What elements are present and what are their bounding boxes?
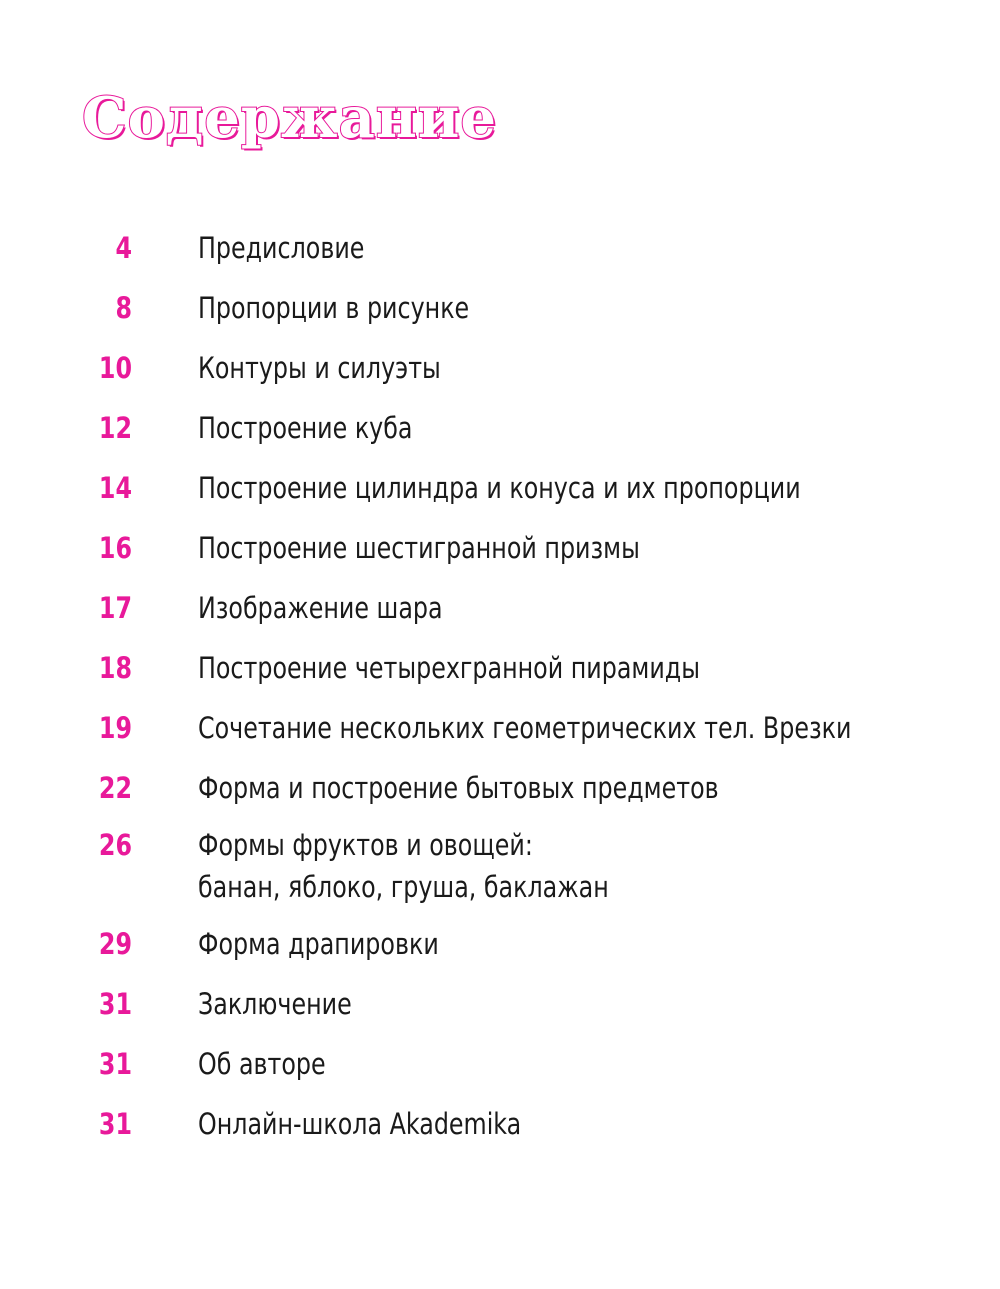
toc-entry[interactable]: [0, 224, 1000, 272]
toc-page-number: 31: [98, 987, 132, 1021]
toc-entry[interactable]: [0, 764, 1000, 812]
toc-entry[interactable]: [0, 404, 1000, 452]
toc-entry-subtitle: банан, яблоко, груша, баклажан: [198, 870, 609, 904]
toc-page-number: 8: [115, 291, 132, 325]
toc-page-number: 31: [98, 1107, 132, 1141]
toc-page-number: 14: [98, 471, 132, 505]
toc-page-number: 16: [98, 531, 132, 565]
toc-entry-title: Построение цилиндра и конуса и их пропорции: [198, 471, 801, 505]
toc-entry-title: Форма и построение бытовых предметов: [198, 771, 719, 805]
toc-entry-title-block: [198, 824, 821, 908]
toc-entry-title: Формы фруктов и овощей:: [198, 828, 533, 862]
page-title: Содержание: [82, 85, 498, 151]
toc-entry-title: Построение шестигранной призмы: [198, 531, 640, 565]
toc-entry-title: Форма драпировки: [198, 927, 439, 961]
toc-entry[interactable]: [0, 464, 1000, 512]
table-of-contents: [0, 224, 1000, 1160]
toc-entry-title: Заключение: [198, 987, 352, 1021]
toc-page-number: 22: [98, 771, 132, 805]
toc-page-number: 12: [98, 411, 132, 445]
toc-entry[interactable]: [0, 980, 1000, 1028]
toc-page-number: 19: [98, 711, 132, 745]
toc-entry[interactable]: [0, 584, 1000, 632]
toc-entry[interactable]: [0, 344, 1000, 392]
toc-entry[interactable]: [0, 644, 1000, 692]
toc-entry[interactable]: [0, 1100, 1000, 1148]
toc-page-number: 4: [115, 231, 132, 265]
toc-entry[interactable]: [0, 704, 1000, 752]
toc-entry-title: Пропорции в рисунке: [198, 291, 470, 325]
toc-entry-title: Онлайн-школа Akademika: [198, 1107, 522, 1141]
toc-page-number: 10: [98, 351, 132, 385]
toc-entry-title: Предисловие: [198, 231, 365, 265]
toc-entry[interactable]: [0, 1040, 1000, 1088]
toc-entry[interactable]: [0, 824, 1000, 908]
toc-entry[interactable]: [0, 920, 1000, 968]
toc-page-number: 17: [98, 591, 132, 625]
toc-entry-title: Изображение шара: [198, 591, 443, 625]
toc-entry-title: Контуры и силуэты: [198, 351, 441, 385]
toc-entry-title: Построение куба: [198, 411, 413, 445]
toc-page-number: 29: [98, 927, 132, 961]
toc-entry-title: Построение четырехгранной пирамиды: [198, 651, 701, 685]
toc-page-number: 26: [98, 828, 132, 862]
toc-entry[interactable]: [0, 284, 1000, 332]
toc-entry-title: Об авторе: [198, 1047, 326, 1081]
toc-page-number: 31: [98, 1047, 132, 1081]
toc-entry[interactable]: [0, 524, 1000, 572]
toc-entry-title: Сочетание нескольких геометрических тел. Врезки: [198, 711, 852, 745]
toc-page-number: 18: [98, 651, 132, 685]
